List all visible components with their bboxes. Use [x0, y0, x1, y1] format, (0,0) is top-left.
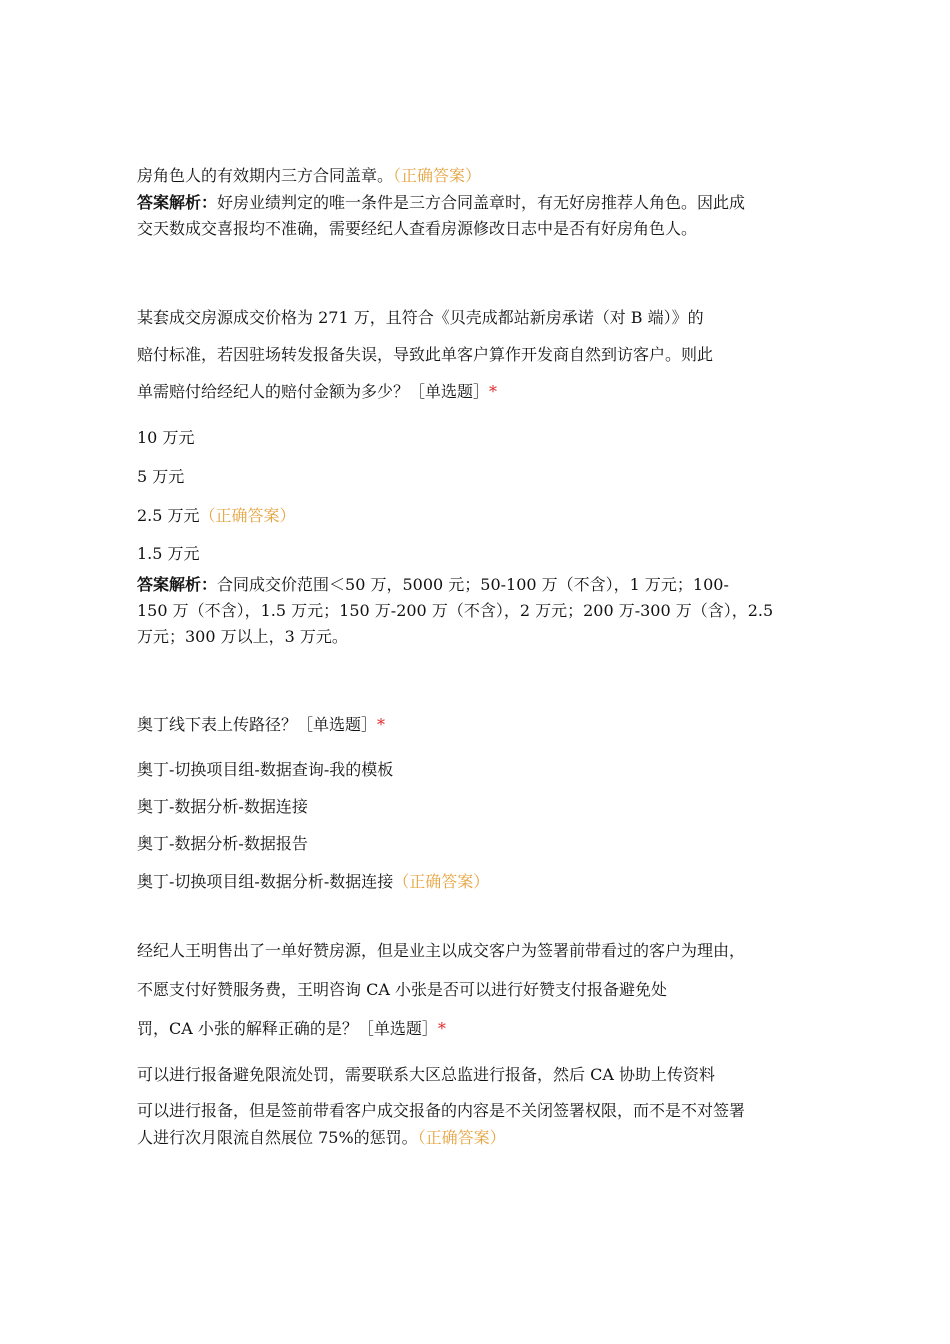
option-text: 2.5 万元 — [137, 506, 200, 525]
q2-option[interactable] — [137, 871, 489, 893]
analysis-label: 答案解析： — [137, 193, 218, 212]
q3-question-line — [137, 940, 745, 962]
question-text: 经纪人王明售出了一单好赞房源，但是业主以成交客户为签署前带看过的客户为理由， — [137, 941, 746, 960]
question-text: 单需赔付给经纪人的赔付金额为多少？［单选题］ — [137, 382, 490, 401]
option-text: 10 万元 — [137, 428, 195, 447]
required-star: * — [437, 1019, 446, 1038]
correct-answer-tag: （正确答案） — [393, 166, 482, 185]
q1-question-line — [137, 307, 704, 329]
q3-question-line — [137, 1018, 446, 1040]
question-text: 某套成交房源成交价格为 271 万，且符合《贝壳成都站新房承诺（对 B 端）》的 — [137, 308, 704, 327]
option-text: 可以进行报备避免限流处罚，需要联系大区总监进行报备，然后 CA 协助上传资料 — [137, 1065, 715, 1084]
analysis-text: 好房业绩判定的唯一条件是三方合同盖章时，有无好房推荐人角色。因此成 — [217, 193, 746, 212]
q1-option[interactable] — [137, 466, 184, 488]
q3-option-continued[interactable] — [137, 1127, 506, 1149]
required-star: * — [489, 382, 498, 401]
option-text: 人进行次月限流自然展位 75%的惩罚。 — [137, 1128, 418, 1147]
option-text: 奥丁-切换项目组-数据分析-数据连接 — [137, 872, 394, 891]
correct-answer-tag: （正确答案） — [393, 872, 490, 891]
q3-option[interactable] — [137, 1100, 745, 1122]
q1-analysis-line — [137, 574, 729, 596]
q1-question-line — [137, 381, 497, 403]
analysis-text: 合同成交价范围＜50 万，5000 元；50-100 万（不含），1 万元；100- — [217, 575, 729, 594]
block1-analysis-line — [137, 218, 697, 240]
option-text: 奥丁-数据分析-数据报告 — [137, 834, 308, 853]
correct-answer-tag: （正确答案） — [417, 1128, 506, 1147]
q1-question-line — [137, 344, 713, 366]
option-text: 奥丁-切换项目组-数据查询-我的模板 — [137, 760, 394, 779]
q1-option[interactable] — [137, 427, 194, 449]
option-text: 可以进行报备，但是签前带看客户成交报备的内容是不关闭签署权限，而不是不对签署 — [137, 1101, 746, 1120]
block1-text-line — [137, 165, 481, 187]
analysis-text: 万元；300 万以上，3 万元。 — [137, 627, 348, 646]
correct-answer-tag: （正确答案） — [199, 506, 296, 525]
q1-option[interactable] — [137, 543, 200, 565]
q3-question-line — [137, 979, 667, 1001]
q1-option[interactable] — [137, 505, 296, 527]
analysis-text: 150 万（不含），1.5 万元；150 万-200 万（不含），2 万元；200 万-300 万（含），2.5 — [137, 601, 774, 620]
question-text: 赔付标准，若因驻场转发报备失误，导致此单客户算作开发商自然到访客户。则此 — [137, 345, 714, 364]
q2-option[interactable] — [137, 833, 308, 855]
q2-option[interactable] — [137, 759, 393, 781]
analysis-text: 交天数成交喜报均不准确，需要经纪人查看房源修改日志中是否有好房角色人。 — [137, 219, 698, 238]
q1-analysis-line — [137, 626, 348, 648]
q2-question-line — [137, 714, 385, 736]
q2-option[interactable] — [137, 796, 308, 818]
required-star: * — [377, 715, 386, 734]
q3-option[interactable] — [137, 1064, 715, 1086]
question-text: 不愿支付好赞服务费，王明咨询 CA 小张是否可以进行好赞支付报备避免处 — [137, 980, 667, 999]
question-text: 罚，CA 小张的解释正确的是？［单选题］ — [137, 1019, 438, 1038]
block1-analysis-line — [137, 192, 745, 214]
option-text: 5 万元 — [137, 467, 185, 486]
block1-text: 房角色人的有效期内三方合同盖章。 — [137, 166, 394, 185]
analysis-label: 答案解析： — [137, 575, 218, 594]
option-text: 1.5 万元 — [137, 544, 200, 563]
q1-analysis-line — [137, 600, 773, 622]
option-text: 奥丁-数据分析-数据连接 — [137, 797, 308, 816]
question-text: 奥丁线下表上传路径？［单选题］ — [137, 715, 378, 734]
